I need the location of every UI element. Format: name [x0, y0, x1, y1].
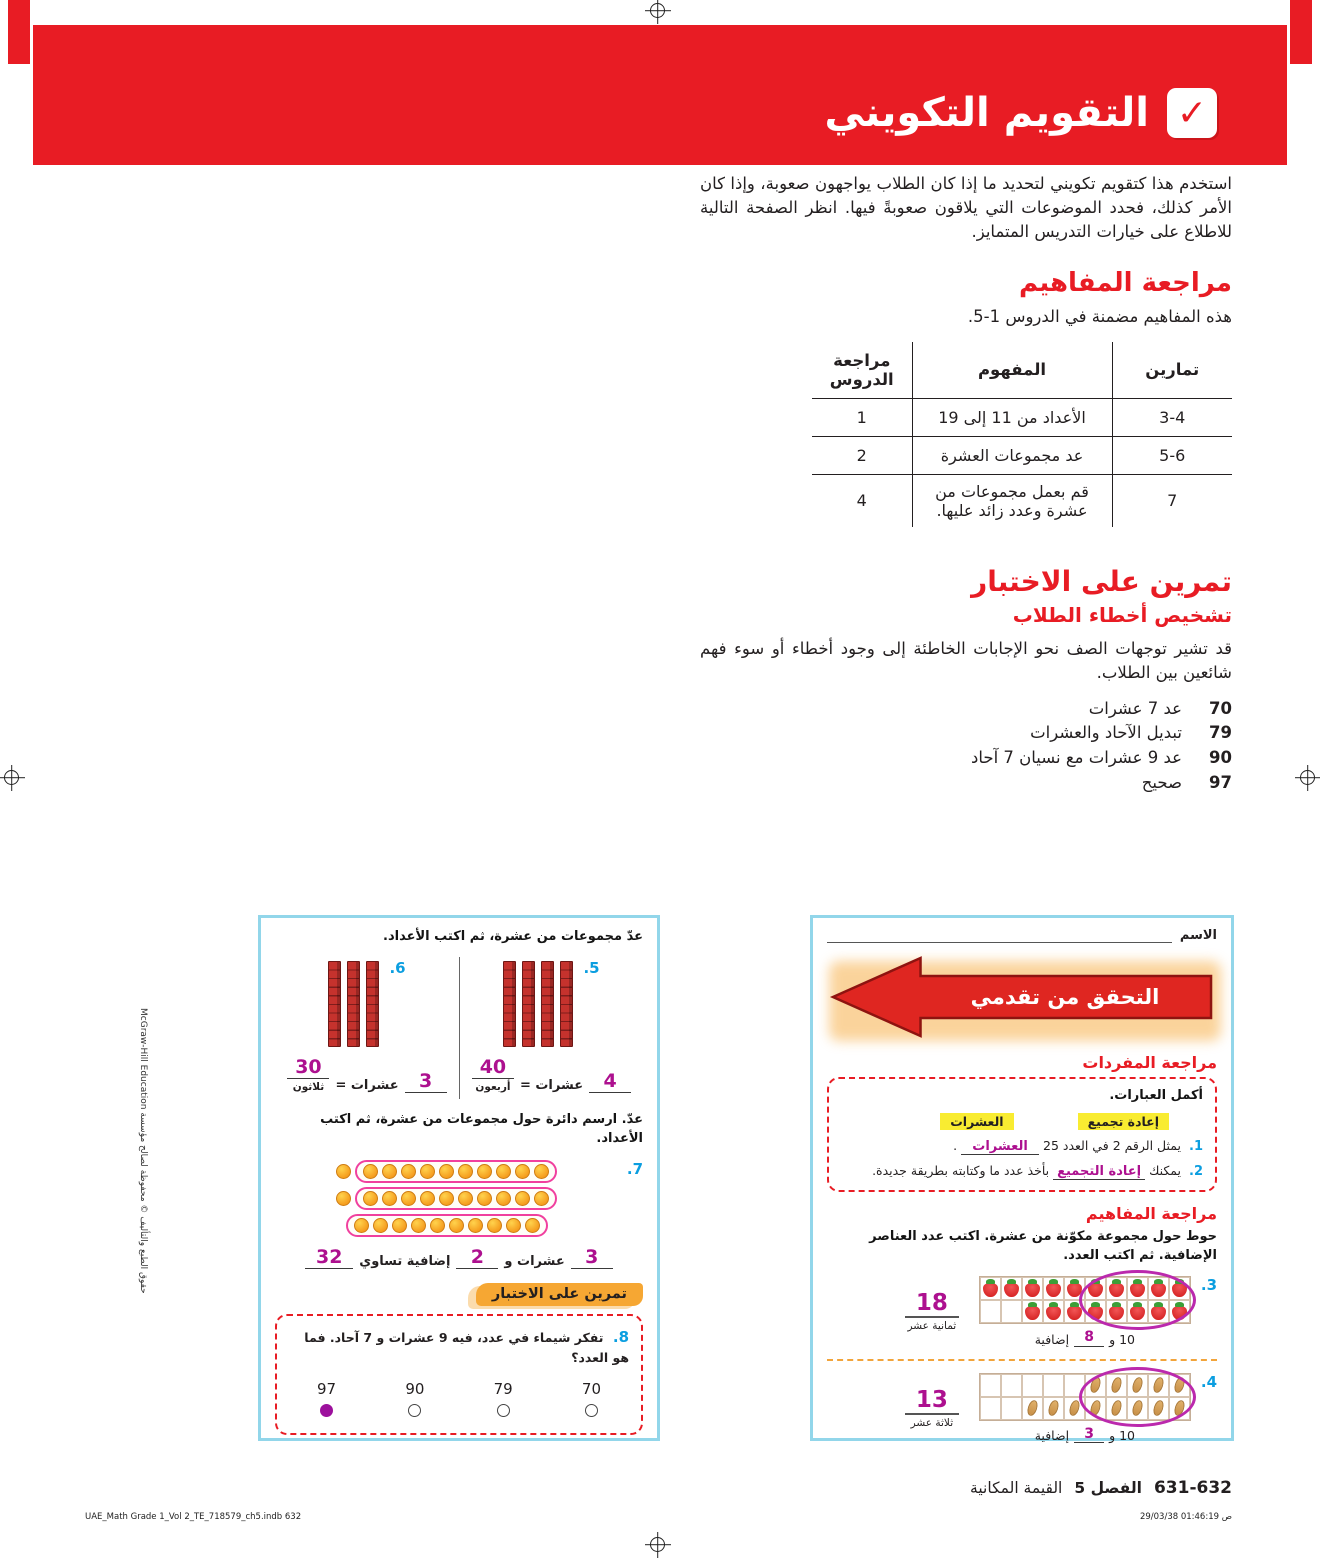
- vocab-instruction: أكمل العبارات.: [1109, 1088, 1203, 1103]
- print-timestamp: 29/03/38 01:46:19 ص: [1139, 1512, 1232, 1522]
- counter-icon: [496, 1164, 511, 1179]
- table-row: [812, 474, 1232, 527]
- counter-icon: [515, 1164, 530, 1179]
- grid-cell: [1022, 1300, 1043, 1323]
- concept-instruction: حوط حول مجموعة مكوّنة من عشرة. اكتب عدد العناصر الإضافية. ثم اكتب العدد.: [869, 1229, 1217, 1264]
- option-value: 70: [581, 1379, 601, 1398]
- grid-cell: [1001, 1397, 1022, 1420]
- counter-icon: [506, 1218, 521, 1233]
- tens-answer-blank: 3: [405, 1071, 447, 1093]
- tens-rod-icon: [560, 961, 573, 1047]
- count-instruction: عدّ مجموعات من عشرة، ثم اكتب الأعداد.: [383, 929, 643, 944]
- extras-line: [979, 1330, 1191, 1346]
- group-of-ten-circle: [1079, 1367, 1196, 1427]
- option-bubble: [408, 1404, 421, 1417]
- tens-answer-blank: 3: [571, 1247, 613, 1269]
- error-text: عد 9 عشرات مع نسيان 7 آحاد: [971, 748, 1182, 768]
- grid-cell: [1043, 1374, 1064, 1397]
- problem-number: 4.: [1200, 1372, 1217, 1391]
- counter-icon: [515, 1191, 530, 1206]
- progress-check-banner: [827, 953, 1217, 1041]
- peanut-icon: [1026, 1399, 1040, 1417]
- copyright-vertical: حقوق الطبع والتأليف © محفوظة لصالح مؤسسة McGraw-Hill Education: [138, 1008, 148, 1294]
- counter-icon: [534, 1191, 549, 1206]
- problem-number: 6.: [389, 958, 406, 977]
- grid-cell: [980, 1300, 1001, 1323]
- test-practice-label: تمرين على الاختبار: [476, 1283, 643, 1306]
- concept-review-heading: مراجعة المفاهيم: [1085, 1204, 1217, 1224]
- column-header: مراجعة الدروس: [812, 342, 912, 399]
- problem-head: [328, 959, 405, 1047]
- counter-icon: [430, 1218, 445, 1233]
- counter-icon: [420, 1164, 435, 1179]
- counter-icon: [477, 1191, 492, 1206]
- registration-mark-right: [1300, 770, 1315, 785]
- tens-rod-icon: [541, 961, 554, 1047]
- tens-rod-icon: [366, 961, 379, 1047]
- option-bubble: [585, 1404, 598, 1417]
- circled-group-of-ten: [355, 1187, 557, 1210]
- counter-icon: [525, 1218, 540, 1233]
- counter-icon: [439, 1191, 454, 1206]
- page-numbers: 631-632: [1153, 1478, 1232, 1498]
- total-answer-blank: 40: [472, 1057, 514, 1079]
- question-text: يمكنك: [1149, 1163, 1182, 1179]
- worksheet-right: [810, 915, 1234, 1441]
- extras-line: [979, 1427, 1191, 1443]
- count-problems: [275, 957, 643, 1099]
- counter-icon: [477, 1164, 492, 1179]
- registration-mark-bottom: [650, 1537, 665, 1552]
- strawberry-icon: [1004, 1283, 1019, 1297]
- p8-options: [289, 1368, 629, 1423]
- chapter-label: الفصل 5: [1074, 1479, 1142, 1497]
- strawberry-icon: [983, 1283, 998, 1297]
- error-item: [700, 771, 1232, 796]
- extras-answer-blank: 3: [1074, 1427, 1104, 1443]
- option-value: 79: [493, 1379, 513, 1398]
- item-row: [336, 1187, 557, 1210]
- error-item: [700, 697, 1232, 722]
- problem-8: [289, 1326, 629, 1367]
- tens-label: عشرات =: [335, 1077, 399, 1093]
- intro-paragraph: استخدم هذا كتقويم تكويني لتحديد ما إذا كان الطلاب يواجهون صعوبة، وإذا كان الأمر كذلك، فحدد الموضوعات التي يلاقون صعوبةً فيها. انظر الصفحة التالية للاطلاع على خيارات التدريس المتمايز.: [700, 174, 1232, 241]
- grid-cell: [1001, 1277, 1022, 1300]
- strawberry-icon: [1067, 1306, 1082, 1320]
- total-word: أربعون: [475, 1080, 511, 1093]
- question-number: 1.: [1189, 1138, 1203, 1154]
- problem-number: 7.: [626, 1160, 643, 1179]
- concepts-table: [812, 342, 1232, 527]
- counter-icon: [363, 1191, 378, 1206]
- grid-cell: [980, 1374, 1001, 1397]
- table-row: [812, 436, 1232, 474]
- answer-line: [472, 1057, 631, 1093]
- counter-icon: [534, 1164, 549, 1179]
- vocab-q2: [841, 1163, 1203, 1180]
- bleed-bar-left: [8, 0, 30, 64]
- concepts-review-subtitle: هذه المفاهيم مضمنة في الدروس 1-5.: [967, 306, 1232, 326]
- counter-icon: [392, 1218, 407, 1233]
- strawberry-icon: [1025, 1283, 1040, 1297]
- column-header: تمارين: [1112, 342, 1232, 399]
- tens-label: عشرات =: [519, 1077, 584, 1093]
- counter-icon: [382, 1191, 397, 1206]
- total-answer: [905, 1387, 959, 1429]
- grid-area: [979, 1276, 1191, 1346]
- tens-rod-icon: [328, 961, 341, 1047]
- counter-icon: [363, 1164, 378, 1179]
- concept-cell: عد مجموعات العشرة: [912, 436, 1112, 474]
- test-practice-box: [275, 1314, 643, 1434]
- circle-instruction: عدّ. ارسم دائرة حول مجموعات من عشرة، ثم اكتب الأعداد.: [320, 1111, 643, 1146]
- error-number: 90: [1209, 748, 1232, 768]
- counter-icon: [439, 1164, 454, 1179]
- total-word: ثلاثة عشر: [910, 1416, 954, 1429]
- concepts-table-body: [812, 398, 1232, 527]
- extras-answer-blank: 8: [1074, 1330, 1104, 1346]
- extras-post: إضافية: [1034, 1427, 1070, 1443]
- extras-pre: 10 و: [1109, 1331, 1135, 1347]
- error-list: [700, 697, 1232, 796]
- circled-group-of-ten: [346, 1214, 548, 1237]
- counter-icon: [496, 1191, 511, 1206]
- total-word: ثلاثون: [292, 1080, 325, 1093]
- total-answer-blank: 13: [905, 1387, 959, 1415]
- counter-icon: [401, 1191, 416, 1206]
- counter-icon: [401, 1164, 416, 1179]
- error-item: [700, 746, 1232, 771]
- question-number: 2.: [1189, 1164, 1203, 1180]
- strawberry-icon: [1025, 1306, 1040, 1320]
- answer-blank: إعادة التجميع: [1053, 1165, 1145, 1180]
- total-answer: [472, 1057, 514, 1093]
- diagnose-paragraph: قد تشير توجهات الصف نحو الإجابات الخاطئة إلى وجود أخطاء أو سوء فهم شائعين بين الطلاب.: [700, 638, 1232, 682]
- exercises-cell: 3-4: [1112, 398, 1232, 436]
- tens-rod-icon: [503, 961, 516, 1047]
- concept-cell: قم بعمل مجموعات من عشرة وعدد زائد عليها.: [912, 474, 1112, 527]
- name-write-line: [827, 928, 1172, 943]
- counter-icon: [411, 1218, 426, 1233]
- question-end: .: [953, 1137, 958, 1153]
- grid-cell: [1043, 1300, 1064, 1323]
- registration-mark-top: [650, 3, 665, 18]
- counter-icon: [449, 1218, 464, 1233]
- cr-problems: [827, 1276, 1217, 1443]
- base-ten-rods: [503, 959, 573, 1047]
- counter-icon: [336, 1164, 351, 1179]
- concept-cell: الأعداد من 11 إلى 19: [912, 398, 1112, 436]
- title-banner: [33, 25, 1287, 165]
- tens-rod-icon: [347, 961, 360, 1047]
- error-text: عد 7 عشرات: [1088, 698, 1182, 718]
- exercises-cell: 7: [1112, 474, 1232, 527]
- answer-option: [405, 1380, 424, 1417]
- problem-7: [275, 1160, 643, 1237]
- exercises-cell: 5-6: [1112, 436, 1232, 474]
- base-ten-rods: [328, 959, 379, 1047]
- grid-cell: [980, 1277, 1001, 1300]
- extra-label: إضافية تساوي: [359, 1254, 451, 1270]
- counter-icon: [373, 1218, 388, 1233]
- checkmark-icon: ✓: [1167, 88, 1217, 138]
- total-answer-blank: 32: [305, 1247, 353, 1269]
- grid-cell: [980, 1397, 1001, 1420]
- concept-problem: [827, 1359, 1217, 1443]
- bleed-bar-right: [1290, 0, 1312, 64]
- concepts-review-heading: مراجعة المفاهيم: [1018, 267, 1232, 298]
- lessons-cell: 1: [812, 398, 912, 436]
- counter-icon: [487, 1218, 502, 1233]
- error-text: تبديل الآحاد والعشرات: [1030, 723, 1182, 743]
- test-practice-heading: تمرين على الاختبار: [971, 564, 1232, 598]
- tens-rod-icon: [522, 961, 535, 1047]
- problem-number: 8.: [612, 1328, 629, 1347]
- option-bubble: [497, 1404, 510, 1417]
- print-file-info: UAE_Math Grade 1_Vol 2_TE_718579_ch5.indb 632: [85, 1512, 302, 1522]
- extras-post: إضافية: [1034, 1331, 1070, 1347]
- banner-title: التحقق من تقدمي: [970, 985, 1160, 1009]
- extra-answer-blank: 2: [456, 1247, 498, 1269]
- name-row: [827, 928, 1217, 943]
- grid-area: [979, 1373, 1191, 1443]
- vocabulary-term: إعادة تجميع: [1078, 1113, 1169, 1130]
- group-of-ten-circle: [1079, 1270, 1196, 1330]
- page-footer: [970, 1478, 1232, 1498]
- vocab-review-heading: مراجعة المفردات: [1082, 1053, 1217, 1072]
- circled-group-of-ten: [355, 1160, 557, 1183]
- item-row: [336, 1160, 557, 1183]
- item-row: [346, 1214, 548, 1237]
- counter-icon: [354, 1218, 369, 1233]
- total-word: ثمانية عشر: [907, 1320, 957, 1333]
- question-text: يمثل الرقم 2 في العدد 25: [1043, 1137, 1182, 1153]
- grid-cell: [1001, 1300, 1022, 1323]
- error-text: صحيح: [1141, 772, 1182, 792]
- word-bank: [841, 1113, 1203, 1130]
- answer-option: [317, 1380, 336, 1417]
- column-header: المفهوم: [912, 342, 1112, 399]
- worksheet-left: [258, 915, 660, 1441]
- page-title: التقويم التكويني: [824, 90, 1149, 136]
- grid-cell: [1022, 1397, 1043, 1420]
- grid-cell: [1001, 1374, 1022, 1397]
- strawberry-icon: [1046, 1283, 1061, 1297]
- name-label: الاسم: [1179, 928, 1217, 943]
- counter-icon: [336, 1191, 351, 1206]
- counter-icon: [382, 1164, 397, 1179]
- counter-icon: [458, 1191, 473, 1206]
- question-text: تفكر شيماء في عدد، فيه 9 عشرات و 7 آحاد. فما هو العدد؟: [304, 1330, 629, 1365]
- tens-label: عشرات و: [504, 1254, 565, 1270]
- question-end: بأخذ عدد ما وكتابته بطريقة جديدة.: [872, 1163, 1050, 1179]
- problem-head: [503, 959, 599, 1047]
- answer-blank: العشرات: [961, 1140, 1039, 1155]
- concept-problem: [827, 1276, 1217, 1346]
- problem-number: 3.: [1200, 1276, 1217, 1295]
- total-answer-blank: 30: [287, 1057, 329, 1079]
- answer-line: [287, 1057, 446, 1093]
- counter-icon: [420, 1191, 435, 1206]
- vocabulary-term: العشرات: [940, 1113, 1013, 1130]
- error-item: [700, 721, 1232, 746]
- count-problem: [275, 957, 459, 1099]
- strawberry-icon: [1046, 1306, 1061, 1320]
- total-answer: [905, 1290, 959, 1332]
- total-answer: [287, 1057, 329, 1093]
- grid-cell: [1043, 1397, 1064, 1420]
- lessons-cell: 4: [812, 474, 912, 527]
- answer-option: [494, 1380, 513, 1417]
- registration-mark-left: [4, 770, 19, 785]
- grid-cell: [1022, 1374, 1043, 1397]
- option-value: 97: [317, 1379, 337, 1398]
- answer-option: [582, 1380, 601, 1417]
- option-value: 90: [405, 1379, 425, 1398]
- error-number: 79: [1209, 723, 1232, 743]
- grid-cell: [1043, 1277, 1064, 1300]
- vocab-q1: [841, 1138, 1203, 1155]
- counter-icon: [458, 1164, 473, 1179]
- counter-icon: [468, 1218, 483, 1233]
- extras-pre: 10 و: [1109, 1427, 1135, 1443]
- chapter-title: القيمة المكانية: [970, 1479, 1063, 1497]
- count-problem: [459, 957, 643, 1099]
- problem-number: 5.: [583, 958, 600, 977]
- table-row: [812, 398, 1232, 436]
- peanut-icon: [1047, 1399, 1061, 1417]
- grid-cell: [1022, 1277, 1043, 1300]
- vocab-box: [827, 1077, 1217, 1192]
- p7-answer-line: [275, 1247, 643, 1269]
- tens-answer-blank: 4: [589, 1071, 631, 1093]
- error-number: 97: [1209, 772, 1232, 792]
- lessons-cell: 2: [812, 436, 912, 474]
- total-answer-blank: 18: [905, 1290, 959, 1318]
- diagnose-subheading: تشخيص أخطاء الطلاب: [1012, 602, 1232, 627]
- error-number: 70: [1209, 698, 1232, 718]
- option-bubble: [320, 1404, 333, 1417]
- p7-rows: [275, 1160, 619, 1237]
- concepts-table-head-row: [812, 342, 1232, 399]
- teacher-column: [700, 172, 1232, 796]
